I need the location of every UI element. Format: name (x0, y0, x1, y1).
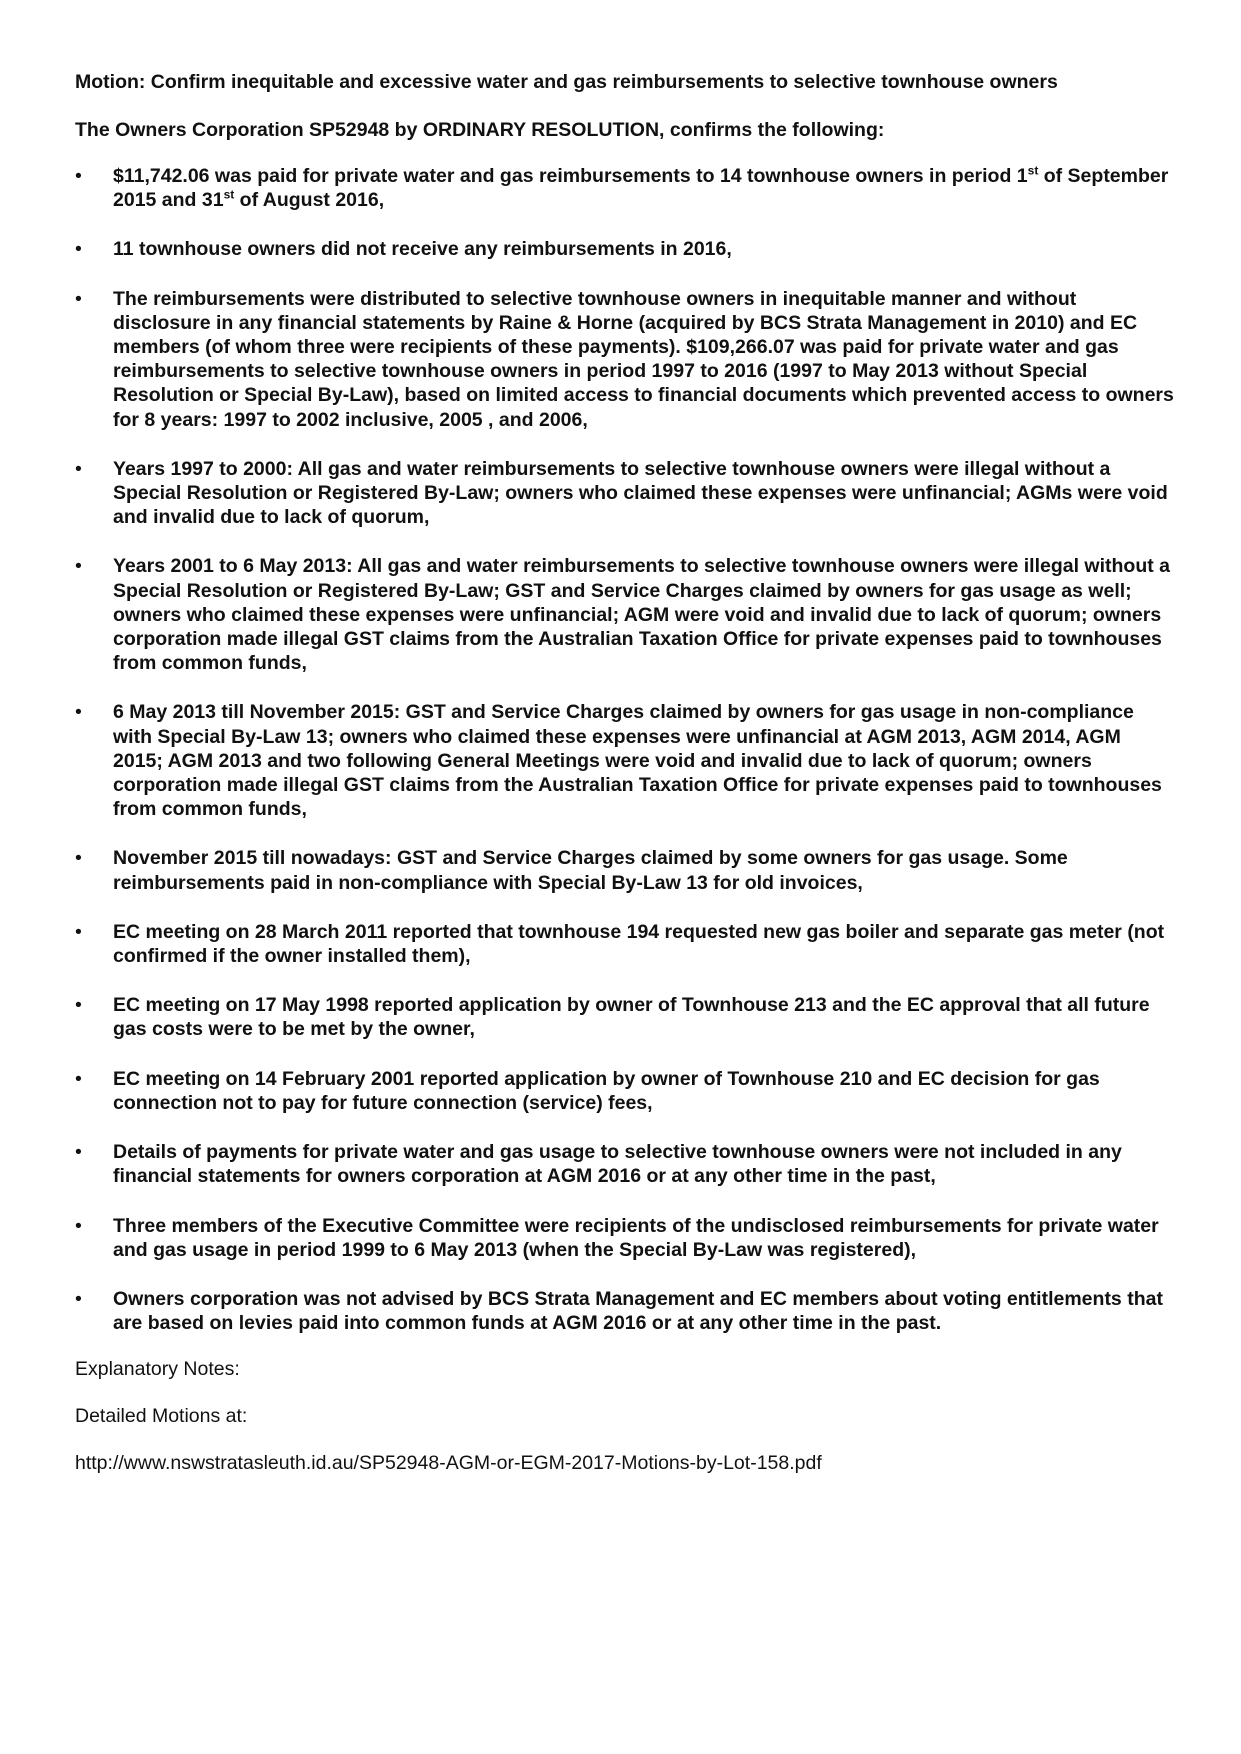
list-item-text: Years 2001 to 6 May 2013: All gas and water reimbursements to selective townhouse owners were illegal without a Special Resolution or Registered By-Law; GST and Service Charges claimed by owners for gas usage as well; owners who claimed these expenses were unfinancial; AGM were void and invalid due to lack of quorum; owners corporation made illegal GST claims from the Australian Taxation Office for private expenses paid to townhouses from common funds, (113, 555, 1170, 675)
bullet-icon: • (75, 238, 82, 261)
list-item (75, 237, 1175, 261)
list-item (75, 1214, 1175, 1262)
bullet-icon: • (75, 847, 82, 870)
list-item-text: EC meeting on 14 February 2001 reported application by owner of Townhouse 210 and EC decision for gas connection not to pay for future connection (service) fees, (113, 1067, 1100, 1114)
list-item-text: Years 1997 to 2000: All gas and water reimbursements to selective townhouse owners were illegal without a Special Resolution or Registered By-Law; owners who claimed these expenses were unfinancial; AGMs were void and invalid due to lack of quorum, (113, 457, 1168, 529)
list-item (75, 920, 1175, 968)
list-item (75, 164, 1175, 212)
bullet-icon: • (75, 920, 82, 943)
resolution-list (75, 164, 1175, 1335)
bullet-icon: • (75, 287, 82, 310)
bullet-icon: • (75, 555, 82, 578)
explanatory-notes-label: Explanatory Notes: (75, 1358, 240, 1381)
bullet-icon: • (75, 1067, 82, 1090)
list-item-text: Three members of the Executive Committee were recipients of the undisclosed reimbursements for private water and gas usage in period 1999 to 6 May 2013 (when the Special By-Law was registered), (113, 1214, 1159, 1261)
bullet-icon: • (75, 1141, 82, 1164)
bullet-icon: • (75, 1214, 82, 1237)
motions-url: http://www.nswstratasleuth.id.au/SP52948-AGM-or-EGM-2017-Motions-by-Lot-158.pdf (75, 1452, 822, 1475)
list-item-text: 11 townhouse owners did not receive any reimbursements in 2016, (113, 238, 732, 261)
list-item (75, 457, 1175, 530)
motion-heading: Motion: Confirm inequitable and excessive water and gas reimbursements to selective townhouse owners (75, 71, 1058, 93)
list-item (75, 700, 1175, 821)
detailed-motions-label: Detailed Motions at: (75, 1405, 248, 1428)
list-item-text: November 2015 till nowadays: GST and Service Charges claimed by some owners for gas usage. Some reimbursements paid in non-compliance with Special By-Law 13 for old invoices, (113, 847, 1068, 894)
list-item (75, 846, 1175, 894)
superscript: st (223, 187, 235, 202)
list-item-text: Details of payments for private water and gas usage to selective townhouse owners were not included in any financial statements for owners corporation at AGM 2016 or at any other time in the past, (113, 1141, 1122, 1188)
document-page (75, 70, 1175, 1498)
list-item (75, 993, 1175, 1041)
bullet-icon: • (75, 165, 82, 187)
resolution-intro: The Owners Corporation SP52948 by ORDINARY RESOLUTION, confirms the following: (75, 119, 885, 141)
list-item-text: Owners corporation was not advised by BCS Strata Management and EC members about voting entitlements that are based on levies paid into common funds at AGM 2016 or at any other time in the past. (113, 1287, 1163, 1335)
list-item (75, 1287, 1175, 1335)
list-item (75, 554, 1175, 675)
list-item-text: EC meeting on 28 March 2011 reported that townhouse 194 requested new gas boiler and separate gas meter (not confirmed if the owner installed them), (113, 920, 1165, 968)
bullet-icon: • (75, 1287, 82, 1310)
list-item (75, 1140, 1175, 1188)
list-item (75, 287, 1175, 432)
superscript: st (1027, 163, 1039, 178)
bullet-icon: • (75, 457, 82, 480)
list-item-text: $11,742.06 was paid for private water and gas reimbursements to 14 townhouse owners in period 1st of September 2015 and 31st of August 2016, (113, 163, 1169, 212)
list-item-text: The reimbursements were distributed to selective townhouse owners in inequitable manner and without disclosure in any financial statements by Raine & Horne (acquired by BCS Strata Management in 2010) and EC members (of whom three were recipients of these payments). $109,266.07 was paid for private water and gas reimbursements to selective townhouse owners in period 1997 to 2016 (1997 to May 2013 without Special Resolution or Special By-Law), based on limited access to financial documents which prevented access to owners for 8 years: 1997 to 2002 inclusive, 2005 , and 2006, (113, 287, 1174, 431)
bullet-icon: • (75, 994, 82, 1017)
list-item-text: EC meeting on 17 May 1998 reported application by owner of Townhouse 213 and the EC approval that all future gas costs were to be met by the owner, (113, 994, 1150, 1041)
bullet-icon: • (75, 701, 82, 724)
list-item (75, 1067, 1175, 1115)
list-item-text: 6 May 2013 till November 2015: GST and Service Charges claimed by owners for gas usage in non-compliance with Special By-Law 13; owners who claimed these expenses were unfinancial at AGM 2013, AGM 2014, AGM 2015; AGM 2013 and two following General Meetings were void and invalid due to lack of quorum; owners corporation made illegal GST claims from the Australian Taxation Office for private expenses paid to townhouses from common funds, (113, 701, 1162, 821)
